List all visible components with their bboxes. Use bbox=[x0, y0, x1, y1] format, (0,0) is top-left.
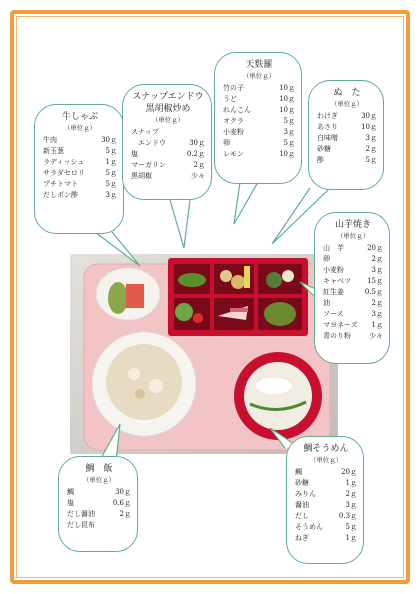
ingredient-row bbox=[43, 146, 117, 157]
ingredient-row bbox=[223, 105, 295, 116]
ingredient-row bbox=[323, 265, 383, 276]
ingredient-row bbox=[43, 168, 117, 179]
ingredient-row bbox=[67, 509, 131, 520]
ingredient-amount: 0.2ｇ bbox=[186, 150, 205, 158]
ingredient-amount: 2ｇ bbox=[371, 255, 383, 263]
recipe-title: スナップエンドウ bbox=[132, 92, 204, 102]
ingredient-amount: 1ｇ bbox=[105, 158, 117, 166]
ingredient-row bbox=[323, 331, 383, 342]
unit-label: （単位ｇ） bbox=[151, 116, 185, 124]
ingredient-name: わけぎ bbox=[317, 112, 338, 120]
ingredient-row bbox=[323, 243, 383, 254]
ingredient-name: 酢 bbox=[317, 156, 324, 164]
recipe-taimeshi bbox=[58, 456, 138, 552]
recipe-title: 牛しゃぶ bbox=[61, 112, 98, 122]
ingredient-amount: 2ｇ bbox=[345, 490, 357, 498]
ingredient-name: ねぎ bbox=[295, 534, 309, 542]
ingredient-amount: 5ｇ bbox=[105, 169, 117, 177]
ingredient-name: 塩 bbox=[131, 150, 138, 158]
ingredient-name: 砂糖 bbox=[295, 479, 309, 487]
ingredient-name: だしポン酢 bbox=[43, 191, 78, 199]
ingredient-amount: 10ｇ bbox=[279, 106, 295, 114]
ingredient-amount bbox=[109, 520, 131, 531]
ingredient-row bbox=[317, 111, 377, 122]
ingredient-name: 卵 bbox=[323, 255, 330, 263]
ingredient-amount: 5ｇ bbox=[345, 523, 357, 531]
ingredient-row bbox=[131, 149, 205, 160]
ingredient-amount: 2ｇ bbox=[371, 299, 383, 307]
ingredient-row bbox=[223, 94, 295, 105]
unit-label: （単位ｇ） bbox=[330, 100, 364, 108]
ingredient-name: 紅生姜 bbox=[323, 288, 344, 296]
ingredient-row bbox=[317, 133, 377, 144]
ingredient-name: キャベツ bbox=[323, 277, 351, 285]
ingredient-row bbox=[317, 122, 377, 133]
ingredient-name: 新玉葱 bbox=[43, 147, 64, 155]
ingredient-name: あさり bbox=[317, 123, 338, 131]
ingredient-name: ラディッシュ bbox=[43, 158, 85, 166]
ingredient-amount: 3ｇ bbox=[345, 501, 357, 509]
ingredient-name: 白味噌 bbox=[317, 134, 338, 142]
ingredient-name: 小麦粉 bbox=[323, 266, 344, 274]
ingredient-row bbox=[223, 127, 295, 138]
ingredient-amount: 0.3ｇ bbox=[338, 512, 357, 520]
recipe-yamaimo bbox=[314, 212, 390, 364]
unit-label: （単位ｇ） bbox=[336, 232, 370, 240]
ingredient-row bbox=[131, 127, 205, 138]
ingredient-row bbox=[131, 138, 205, 149]
ingredient-name: だし bbox=[295, 512, 309, 520]
unit-label: （単位ｇ） bbox=[242, 72, 276, 80]
ingredient-row bbox=[67, 520, 131, 531]
ingredient-amount: 30ｇ bbox=[189, 139, 205, 147]
ingredient-row bbox=[131, 171, 205, 182]
unit-label: （単位ｇ） bbox=[82, 476, 116, 484]
ingredient-name: 油 bbox=[323, 299, 330, 307]
ingredient-name: 牛肉 bbox=[43, 136, 57, 144]
ingredient-row bbox=[223, 116, 295, 127]
ingredient-row bbox=[223, 138, 295, 149]
ingredient-name: そうめん bbox=[295, 523, 323, 531]
ingredient-name: うど bbox=[223, 95, 237, 103]
ingredient-amount: 5ｇ bbox=[105, 180, 117, 188]
ingredient-amount: 10ｇ bbox=[361, 123, 377, 131]
ingredient-amount: 0.6ｇ bbox=[112, 499, 131, 507]
ingredient-row bbox=[43, 190, 117, 201]
recipe-snap-pea bbox=[122, 84, 212, 200]
ingredient-row bbox=[323, 298, 383, 309]
ingredient-amount: 5ｇ bbox=[365, 156, 377, 164]
ingredient-amount: 5ｇ bbox=[105, 147, 117, 155]
ingredient-amount: 2ｇ bbox=[193, 161, 205, 169]
ingredient-name: サラダセロリ bbox=[43, 169, 85, 177]
ingredient-amount: 3ｇ bbox=[283, 128, 295, 136]
ingredient-amount: 20ｇ bbox=[341, 468, 357, 476]
ingredient-row bbox=[295, 467, 357, 478]
ingredient-amount: 10ｇ bbox=[279, 84, 295, 92]
ingredient-row bbox=[323, 309, 383, 320]
ingredient-row bbox=[323, 320, 383, 331]
ingredient-row bbox=[323, 254, 383, 265]
recipe-tempura bbox=[214, 52, 302, 184]
ingredient-name: 醤油 bbox=[295, 501, 309, 509]
ingredient-row bbox=[323, 287, 383, 298]
ingredient-name: だし醤油 bbox=[67, 510, 95, 518]
ingredient-amount: 3ｇ bbox=[365, 134, 377, 142]
ingredient-amount: 30ｇ bbox=[115, 488, 131, 496]
ingredient-name: マヨネーズ bbox=[323, 321, 358, 329]
ingredient-name: ソース bbox=[323, 310, 344, 318]
ingredient-amount bbox=[183, 127, 205, 138]
ingredient-row bbox=[223, 83, 295, 94]
ingredient-row bbox=[43, 179, 117, 190]
recipe-gyushabu bbox=[34, 104, 124, 234]
ingredient-amount: 20ｇ bbox=[367, 244, 383, 252]
ingredient-name: れんこん bbox=[223, 106, 251, 114]
ingredient-name: 卵 bbox=[223, 139, 230, 147]
ingredient-name: プチトマト bbox=[43, 180, 78, 188]
ingredient-amount: 1ｇ bbox=[345, 534, 357, 542]
ingredient-name: エンドウ bbox=[131, 139, 166, 147]
ingredient-row bbox=[43, 135, 117, 146]
ingredient-name: 小麦粉 bbox=[223, 128, 244, 136]
ingredient-name: 塩 bbox=[67, 499, 74, 507]
ingredient-name: オクラ bbox=[223, 117, 244, 125]
ingredient-amount: 10ｇ bbox=[279, 150, 295, 158]
recipe-title: 山芋焼き bbox=[334, 220, 371, 230]
ingredient-name: みりん bbox=[295, 490, 316, 498]
recipe-title: ぬ た bbox=[333, 88, 361, 98]
ingredient-amount: 1ｇ bbox=[345, 479, 357, 487]
recipe-title: 鯛そうめん bbox=[303, 444, 349, 454]
ingredient-row bbox=[323, 276, 383, 287]
ingredient-amount: 5ｇ bbox=[283, 117, 295, 125]
ingredient-name: 黒胡椒 bbox=[131, 172, 152, 180]
ingredient-row bbox=[43, 157, 117, 168]
ingredient-name: 砂糖 bbox=[317, 145, 331, 153]
ingredient-amount: 3ｇ bbox=[371, 266, 383, 274]
ingredient-row bbox=[67, 498, 131, 509]
ingredient-name: レモン bbox=[223, 150, 244, 158]
ingredient-name: マーガリン bbox=[131, 161, 166, 169]
ingredient-row bbox=[295, 533, 357, 544]
ingredient-amount: 1ｇ bbox=[371, 321, 383, 329]
ingredient-name: スナップ bbox=[131, 128, 159, 136]
ingredient-row bbox=[295, 500, 357, 511]
unit-label: （単位ｇ） bbox=[63, 124, 97, 132]
ingredient-amount: 0.5ｇ bbox=[364, 288, 383, 296]
ingredient-name: 青のり粉 bbox=[323, 332, 351, 340]
recipe-title-line2: 黒胡椒炒め bbox=[145, 104, 191, 114]
ingredient-row bbox=[223, 149, 295, 160]
recipe-title: 鯛 飯 bbox=[85, 464, 113, 474]
ingredient-amount: 30ｇ bbox=[101, 136, 117, 144]
ingredient-row bbox=[295, 522, 357, 533]
ingredient-row bbox=[317, 155, 377, 166]
ingredient-row bbox=[295, 511, 357, 522]
ingredient-amount: 少々 bbox=[369, 332, 383, 340]
ingredient-row bbox=[131, 160, 205, 171]
ingredient-amount: 15ｇ bbox=[367, 277, 383, 285]
recipe-title: 天麩羅 bbox=[245, 60, 273, 70]
ingredient-name: 鯛 bbox=[67, 488, 74, 496]
ingredient-amount: 少々 bbox=[191, 172, 205, 180]
ingredient-name: 山 芋 bbox=[323, 244, 344, 252]
ingredient-row bbox=[67, 487, 131, 498]
ingredient-row bbox=[317, 144, 377, 155]
recipe-nuta bbox=[308, 80, 384, 190]
ingredient-amount: 3ｇ bbox=[371, 310, 383, 318]
ingredient-row bbox=[295, 489, 357, 500]
ingredient-amount: 2ｇ bbox=[119, 510, 131, 518]
ingredient-name: 鯛 bbox=[295, 468, 302, 476]
ingredient-amount: 2ｇ bbox=[365, 145, 377, 153]
unit-label: （単位ｇ） bbox=[309, 456, 343, 464]
ingredient-amount: 3ｇ bbox=[105, 191, 117, 199]
ingredient-amount: 30ｇ bbox=[361, 112, 377, 120]
ingredient-amount: 10ｇ bbox=[279, 95, 295, 103]
ingredient-row bbox=[295, 478, 357, 489]
ingredient-amount: 5ｇ bbox=[283, 139, 295, 147]
recipe-taisomen bbox=[286, 436, 364, 564]
ingredient-name: だし昆布 bbox=[67, 521, 95, 529]
ingredient-name: 竹の子 bbox=[223, 84, 244, 92]
